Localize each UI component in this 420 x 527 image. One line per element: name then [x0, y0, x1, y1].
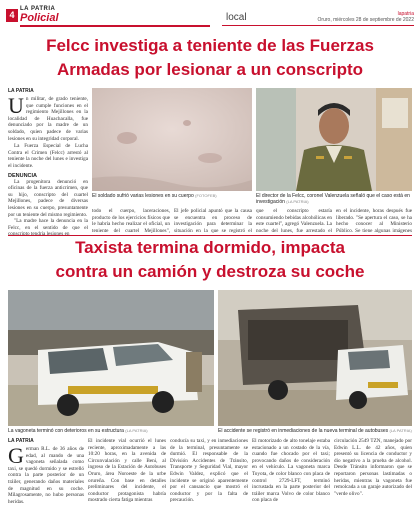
- story1-caption-left: El soldado sufrió varias lesiones en su cuerpo (FOTOFEB): [92, 193, 217, 199]
- dateline: Oruro, miércoles 28 de septiembre de 2022: [317, 17, 414, 23]
- story2-headline-line2: contra un camión y destroza su coche: [55, 262, 365, 281]
- story2-photo-right: [218, 290, 412, 426]
- story1-column1: [8, 96, 88, 244]
- story1-para1: n militar, de grado teniente, que cumple funciones en el regimiento Mejillones en la localidad de Huachacalla, fue denunciado por la madre de un soldado, quien padece de varias lesiones en su integridad corporal.: [8, 96, 88, 142]
- story2-para1: erman R.L. de 36 años de edad, al mando de una vagoneta señalada como taxi, se quedó dormido y se estrelló contra la parte posterior de un tráiler, generando daños materiales de magnitud en su coche. Milagrosamente, no hubo personas heridas.: [8, 446, 84, 505]
- story2-column3: conducía su taxi, y en inmediaciones de la terminal, presuntamente se durmió. El responsable de la División Accidentes de Tránsito, Transporte y Seguridad Vial, mayor Edwin Valdez, explicó que el incidente se originó aparentemente por el cansancio que mostró el conductor y por la falta de precaución.: [170, 438, 248, 504]
- story2-byline: LA PATRIA: [8, 438, 34, 444]
- bruised-skin-image: [92, 88, 252, 191]
- story1-para2: La Fuerza Especial de Lucha Contra el Crimen (Felcc) arrestó al teniente la noche del lunes e investiga el incidente.: [8, 143, 88, 169]
- truck-collision-image: [218, 290, 412, 426]
- story1-column5: en el incidente, horas después fue liberado. "Se apertura el caso, se ha hecho conocer al Ministerio Público. Se tiene algunas imágenes: [336, 208, 412, 234]
- newspaper-name: LA PATRIA: [20, 6, 56, 12]
- officer-portrait-image: [256, 88, 412, 191]
- story2-column1: [8, 446, 84, 524]
- site-label: lapatria: [397, 11, 414, 17]
- story1-byline: LA PATRIA: [8, 88, 34, 94]
- story1-headline-line2: Armadas por lesionar a un conscripto: [56, 60, 364, 79]
- page-header: [0, 0, 420, 30]
- story2-column2: El incidente vial ocurrió el lunes reciente, aproximadamente a las 10:20 horas, en la avenida de Circunvalación y calle Beni, al ingreso de la Estación de Autobuses Oruro, área Noroeste de la urbe orureña. Con base en detalles preliminares del incidente, el conductor protagonista habría mostrado cierta fatiga mientras: [88, 438, 166, 504]
- section-brand: Policial: [20, 12, 59, 24]
- section-label: local: [226, 12, 247, 23]
- story1-para3: La progenitora denunció en oficinas de la fuerza anticrimen, que su hijo, conscripto del cuartel Mejillones, padece de diversas lesiones en su cuerpo, presuntamente por un teniente del mismo regimiento.: [8, 178, 88, 218]
- story1-subhead: DENUNCIA: [8, 172, 38, 179]
- story1-headline: [8, 34, 412, 82]
- story1-column3: El jefe policial apuntó que la causa se encuentra en proceso de investigación para determinar la situación en la que se registró el: [174, 208, 252, 234]
- section-divider: [222, 25, 414, 26]
- crashed-taxi-image: [8, 290, 214, 426]
- story2-caption-left: La vagoneta terminó con deterioros en su estructura (LA PATRIA): [8, 428, 148, 434]
- story1-photo-left: [92, 88, 252, 191]
- story1-dropcap: U: [8, 96, 24, 118]
- page-number: 4: [6, 9, 18, 22]
- story2-dropcap: G: [8, 446, 24, 468]
- story2-column5: circulación 2549 TZN, manejado por Edwin L.L. de 42 años, quien presentó su licencia de conductor y dio negativo a la prueba de alcohol. Desde Tránsito informaron que se reportaron personas lastimadas o heridas, mientras la vagoneta fue remolcada a un garaje autorizado del "verde olivo".: [334, 438, 412, 497]
- story2-photo-left: [8, 290, 214, 426]
- story2-caption-right: El accidente se registró en inmediaciones de la nueva terminal de autobuses (LA PATRIA): [218, 428, 412, 434]
- story1-column4: que el conscripto estaría consumiendo bebidas alcohólicas en este cuartel", agregó Valenzuela. La noche del lunes, fue arrestado el: [256, 208, 332, 234]
- story1-para4: "La madre hace la denuncia en la Felcc, en el sentido de que el: [8, 218, 88, 231]
- story1-column2: todo el cuerpo, laceraciones, producto de los ejercicios físicos que le habría hecho realizar el oficial, un teniente del cuartel Mejillones",: [92, 208, 170, 234]
- story1-caption-right: El director de la Felcc, coronel Valenzuela señaló que el caso está en investigación (LA PATRIA): [256, 193, 410, 205]
- story2-column4: El motorizado de alto tonelaje estaba estacionado a un costado de la vía, cuando fue chocado por el taxi; provocando daños de consideración en el vehículo. La vagoneta marca Toyota, de color blanco con placa de control 2729-LFT, terminó incrustada en la parte posterior del tráiler marca Volvo de color blanco con placa de: [252, 438, 330, 504]
- story1-photo-right: [256, 88, 412, 191]
- story1-headline-line1: Felcc investiga a teniente de las Fuerzas: [46, 36, 374, 55]
- story2-headline: [8, 236, 412, 284]
- story2-headline-line1: Taxista termina dormido, impacta: [75, 238, 345, 257]
- brand-divider: [20, 25, 210, 27]
